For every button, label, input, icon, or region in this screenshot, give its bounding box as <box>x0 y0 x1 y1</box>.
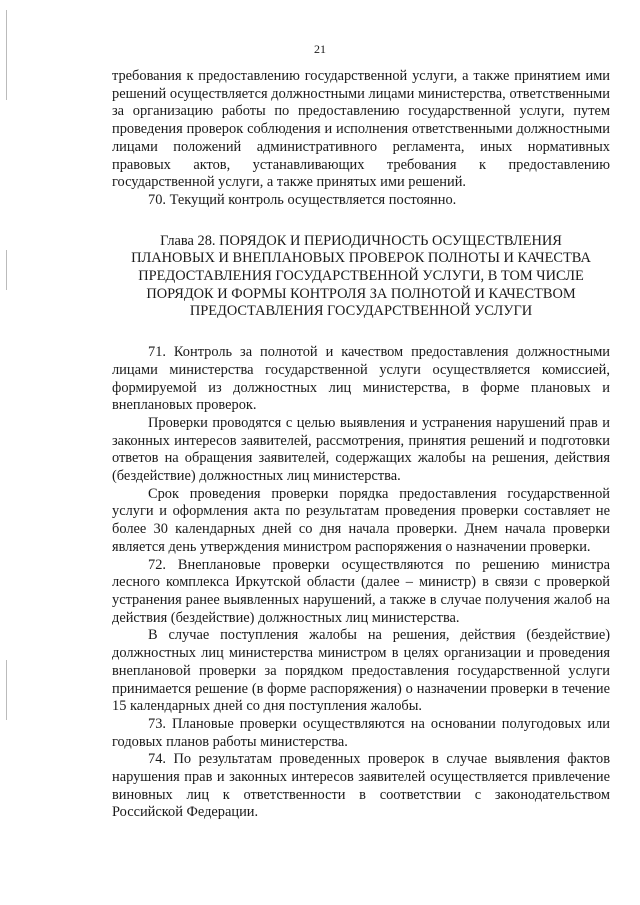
paragraph: 74. По результатам проведенных проверок в случае выявления фактов нарушения прав и законных интересов заявителей осуществляется привлечение виновных лиц к ответственности в соответствии с законодательством Российской Федерации. <box>112 751 610 821</box>
chapter-title <box>112 233 610 322</box>
chapter-title-line: ПЛАНОВЫХ И ВНЕПЛАНОВЫХ ПРОВЕРОК ПОЛНОТЫ И КАЧЕСТВА <box>131 250 591 267</box>
paragraph: 71. Контроль за полнотой и качеством предоставления должностными лицами министерства государственной услуги осуществляется комиссией, формируемой из должностных лиц министерства, в форме плановых и внеплановых проверок. <box>112 344 610 414</box>
page-number: 21 <box>314 42 326 56</box>
chapter-title-line: ПРЕДОСТАВЛЕНИЯ ГОСУДАРСТВЕННОЙ УСЛУГИ <box>189 303 533 320</box>
paragraph: Проверки проводятся с целью выявления и устранения нарушений прав и законных интересов заявителей, рассмотрения, принятия решений и подготовки ответов на обращения заявителей, содержащих жалобы на решения, действия (бездействие) должностных лиц министерства. <box>112 414 610 485</box>
paragraph: 70. Текущий контроль осуществляется постоянно. <box>148 191 457 208</box>
paragraph: В случае поступления жалобы на решения, действия (бездействие) должностных лиц министерства министром в целях организации и проведения внеплановой проверки за порядком предоставления государственной услуги принимается решение (в форме распоряжения) о назначении проверки в течение 15 календарных дней со дня поступления жалобы. <box>112 627 610 715</box>
paragraph: Срок проведения проверки порядка предоставления государственной услуги и оформления акта по результатам проведения проверки составляет не более 30 календарных дней со дня начала проверки. Днем начала проверки является день утверждения министром распоряжения о назначении проверки. <box>112 485 610 555</box>
chapter-title-line: ПРЕДОСТАВЛЕНИЯ ГОСУДАРСТВЕННОЙ УСЛУГИ, В ТОМ ЧИСЛЕ <box>138 268 584 285</box>
scan-edge-mark-middle <box>6 250 7 290</box>
paragraph: требования к предоставлению государственной услуги, а также принятием ими решений осуществляется должностными лицами министерства, ответственными за организацию работы по предоставлению государственной услуги, путем проведения проверок соблюдения и исполнения ответственными должностными лицами положений административного регламента, иных нормативных правовых актов, устанавливающих требования к предоставлению государственной услуги, а также принятых ими решений. <box>112 68 610 191</box>
scan-edge-mark-bottom <box>6 660 7 720</box>
paragraphs-after-chapter <box>112 344 610 822</box>
paragraphs-before-chapter <box>112 68 610 210</box>
chapter-title-line: Глава 28. ПОРЯДОК И ПЕРИОДИЧНОСТЬ ОСУЩЕСТВЛЕНИЯ <box>160 232 562 249</box>
chapter-title-line: ПОРЯДОК И ФОРМЫ КОНТРОЛЯ ЗА ПОЛНОТОЙ И КАЧЕСТВОМ <box>146 285 576 302</box>
paragraph: 72. Внеплановые проверки осуществляются по решению министра лесного комплекса Иркутской области (далее – министр) в связи с проверкой устранения ранее выявленных нарушений, а также в случае получения жалоб на действия (бездействие) должностных лиц министерства. <box>112 556 610 626</box>
paragraph: 73. Плановые проверки осуществляются на основании полугодовых или годовых планов работы министерства. <box>112 715 610 750</box>
document-body <box>112 68 610 822</box>
